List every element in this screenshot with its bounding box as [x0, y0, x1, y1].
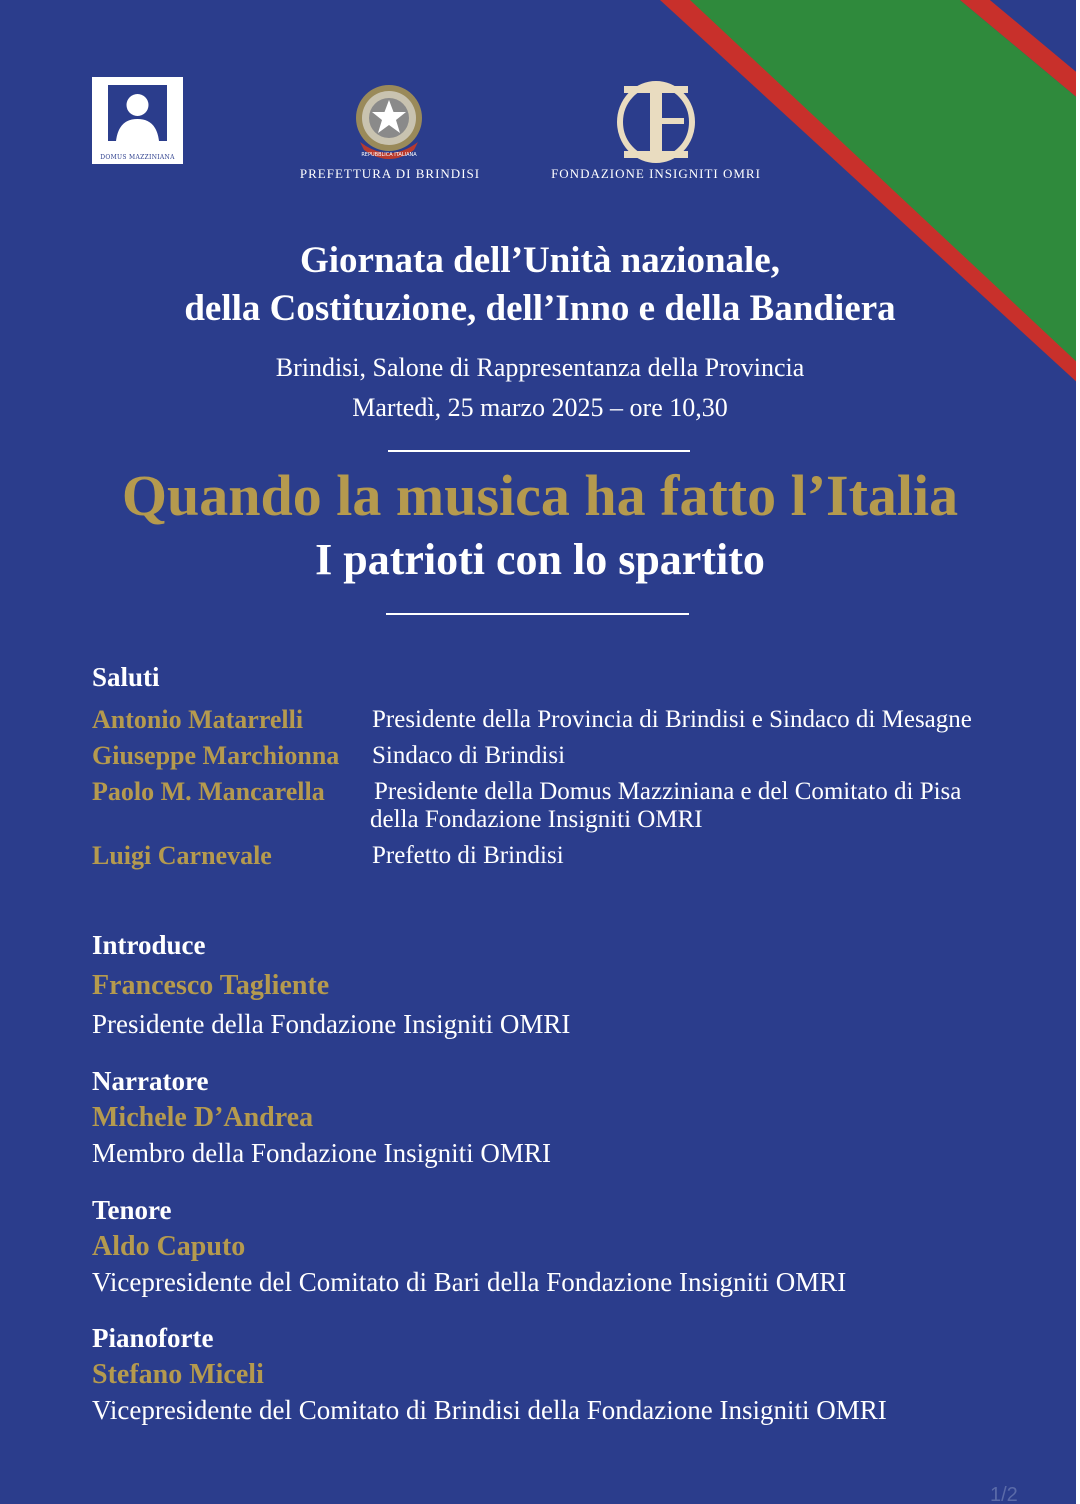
saluti-name-2: Giuseppe Marchionna — [92, 741, 340, 770]
saluti-name-3: Paolo M. Mancarella — [92, 777, 325, 806]
page-indicator: 1/2 — [990, 1484, 1018, 1504]
right-border — [1076, 0, 1080, 1504]
program-name-introduce: Francesco Tagliente — [92, 970, 330, 1001]
heading-line-1: Giornata dell’Unità nazionale, — [300, 240, 780, 281]
divider-bottom — [386, 613, 689, 615]
program-label-tenore: Tenore — [92, 1195, 172, 1225]
venue: Brindisi, Salone di Rappresentanza della Provincia — [275, 353, 805, 382]
saluti-role-3: Presidente della Domus Mazziniana e del Comitato di Pisa — [374, 778, 962, 805]
heading-line-2: della Costituzione, dell’Inno e della Bandiera — [184, 288, 896, 329]
divider-top — [388, 450, 690, 452]
bust-silhouette-icon — [92, 77, 183, 147]
omri-label: FONDAZIONE INSIGNITI OMRI — [551, 166, 761, 181]
program-name-pianoforte: Stefano Miceli — [92, 1359, 264, 1390]
omri-monogram-icon — [610, 80, 702, 164]
event-title: Quando la musica ha fatto l’Italia — [121, 463, 959, 528]
italian-republic-emblem-icon — [352, 80, 426, 162]
program-desc-introduce: Presidente della Fondazione Insigniti OMRI — [92, 1009, 571, 1039]
event-subtitle: I patrioti con lo spartito — [315, 535, 765, 584]
program-label-pianoforte: Pianoforte — [92, 1323, 214, 1353]
domus-caption: DOMUS MAZZINIANA — [100, 154, 175, 161]
saluti-name-1: Antonio Matarrelli — [92, 705, 304, 734]
event-date: Martedì, 25 marzo 2025 – ore 10,30 — [352, 393, 728, 422]
program-label-narratore: Narratore — [92, 1066, 209, 1096]
program-label-introduce: Introduce — [92, 930, 206, 960]
emblem-ring-text: REPUBBLICA ITALIANA — [361, 152, 417, 158]
program-desc-narratore: Membro della Fondazione Insigniti OMRI — [92, 1138, 551, 1168]
saluti-heading: Saluti — [92, 662, 160, 692]
saluti-role-4: Prefetto di Brindisi — [372, 842, 564, 869]
tricolor-sash — [0, 0, 1080, 400]
program-name-tenore: Aldo Caputo — [92, 1231, 246, 1262]
saluti-role-1: Presidente della Provincia di Brindisi e Sindaco di Mesagne — [372, 706, 972, 733]
saluti-role-3-cont: della Fondazione Insigniti OMRI — [370, 806, 703, 833]
program-desc-pianoforte: Vicepresidente del Comitato di Brindisi della Fondazione Insigniti OMRI — [92, 1395, 887, 1425]
omri-monogram-text: FIO — [652, 158, 660, 163]
prefettura-label: PREFETTURA DI BRINDISI — [299, 166, 481, 181]
saluti-name-4: Luigi Carnevale — [92, 841, 272, 870]
domus-mazziniana-logo — [92, 77, 183, 164]
program-desc-tenore: Vicepresidente del Comitato di Bari della Fondazione Insigniti OMRI — [92, 1267, 847, 1297]
saluti-role-2: Sindaco di Brindisi — [372, 742, 566, 769]
program-name-narratore: Michele D’Andrea — [92, 1102, 314, 1133]
